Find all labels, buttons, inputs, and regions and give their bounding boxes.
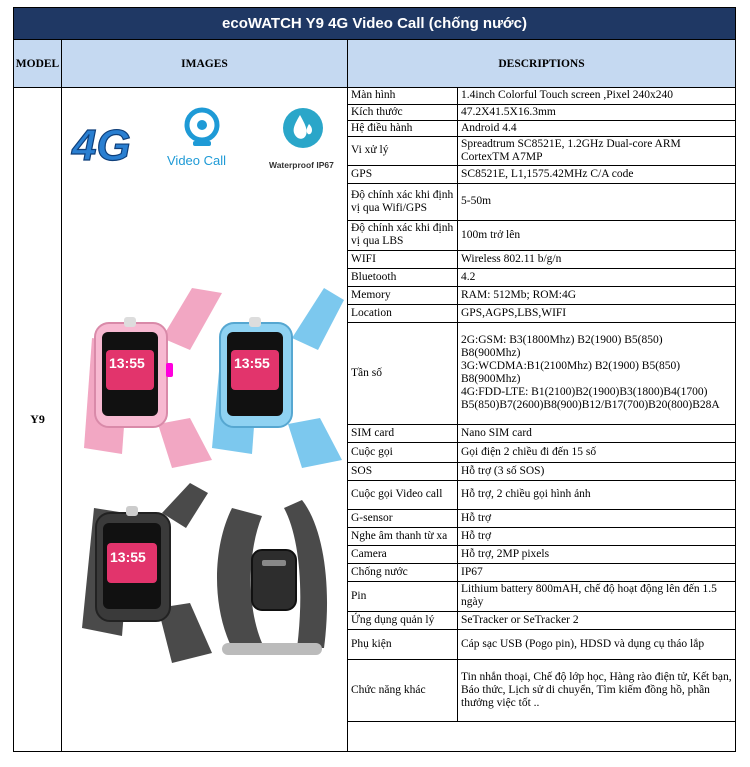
spec-row [348, 250, 735, 268]
spec-value: Nano SIM card [458, 424, 736, 442]
sheet-title: ecoWATCH Y9 4G Video Call (chống nước) [14, 8, 735, 40]
spec-row [348, 563, 735, 581]
spec-row [348, 527, 735, 545]
spec-label: GPS [348, 165, 458, 183]
spec-row [348, 104, 735, 120]
spec-label: Chống nước [348, 563, 458, 581]
spec-sheet [13, 7, 736, 752]
spec-value: SeTracker or SeTracker 2 [458, 611, 736, 629]
spec-value: Tin nhắn thoại, Chế độ lớp học, Hàng rào điện tử, Kết bạn, Báo thức, Lịch sử di chuyển, Tìm kiếm đồng hồ, phần thưởng việc tốt .. [458, 659, 736, 721]
blue-watch-time: 13:55 [234, 355, 270, 371]
spec-row [348, 286, 735, 304]
spec-label: WIFI [348, 250, 458, 268]
4g-badge-icon [71, 121, 131, 170]
spec-row [348, 322, 735, 424]
spec-label: Độ chính xác khi định vị qua LBS [348, 220, 458, 250]
spec-row [348, 136, 735, 165]
4g-badge-text: 4G [72, 121, 131, 170]
spec-label: Kích thước [348, 104, 458, 120]
spec-label: Pin [348, 581, 458, 611]
spec-row [348, 304, 735, 322]
spec-row [348, 629, 735, 659]
spec-row [348, 424, 735, 442]
spec-value: Lithium battery 800mAH, chế độ hoạt động lên đến 1.5 ngày [458, 581, 736, 611]
spec-row [348, 545, 735, 563]
spec-value: 4.2 [458, 268, 736, 286]
spec-value: 5-50m [458, 183, 736, 220]
spec-label: Chức năng khác [348, 659, 458, 721]
spec-row [348, 220, 735, 250]
pink-watch-image [84, 288, 222, 468]
spec-label: Cuộc gọi Video call [348, 480, 458, 509]
spec-row [348, 509, 735, 527]
header-images: IMAGES [62, 40, 348, 88]
spec-value: Wireless 802.11 b/g/n [458, 250, 736, 268]
spec-value: RAM: 512Mb; ROM:4G [458, 286, 736, 304]
spec-label: SOS [348, 462, 458, 480]
spec-table-body [348, 88, 735, 721]
spec-label: G-sensor [348, 509, 458, 527]
product-images [62, 88, 348, 751]
spec-label: Nghe âm thanh từ xa [348, 527, 458, 545]
spec-value: 1.4inch Colorful Touch screen ,Pixel 240x240 [458, 88, 736, 104]
gray-watch-back-image [217, 500, 327, 655]
spec-value: Hỗ trợ, 2 chiều gọi hình ảnh [458, 480, 736, 509]
spec-row [348, 183, 735, 220]
spec-label: Hệ điều hành [348, 120, 458, 136]
waterproof-icon [269, 108, 334, 170]
spec-label: SIM card [348, 424, 458, 442]
header-descriptions: DESCRIPTIONS [348, 40, 735, 88]
spec-table [348, 88, 735, 722]
spec-value: Android 4.4 [458, 120, 736, 136]
spec-row [348, 611, 735, 629]
model-cell: Y9 [14, 88, 62, 751]
spec-row [348, 480, 735, 509]
blue-watch-image [212, 288, 344, 468]
gray-watch-image [82, 483, 212, 663]
spec-value: Spreadtrum SC8521E, 1.2GHz Dual-core ARM CortexTM A7MP [458, 136, 736, 165]
spec-row [348, 165, 735, 183]
spec-label: Ứng dụng quản lý [348, 611, 458, 629]
spec-label: Độ chính xác khi định vị qua Wifi/GPS [348, 183, 458, 220]
spec-row [348, 120, 735, 136]
spec-value: GPS,AGPS,LBS,WIFI [458, 304, 736, 322]
spec-row [348, 442, 735, 462]
spec-value: Hỗ trợ, 2MP pixels [458, 545, 736, 563]
spec-label: Tần số [348, 322, 458, 424]
spec-value: Hỗ trợ (3 số SOS) [458, 462, 736, 480]
spec-label: Phụ kiện [348, 629, 458, 659]
spec-row [348, 88, 735, 104]
spec-label: Vi xử lý [348, 136, 458, 165]
spec-value: 2G:GSM: B3(1800Mhz) B2(1900) B5(850) B8(900Mhz) 3G:WCDMA:B1(2100Mhz) B2(1900) B5(850) B8(900Mhz) 4G:FDD-LTE: B1(2100)B2(1900)B3(1800)B4(1700) B5(850)B7(2600)B8(900)B12/B17(700)B20(800)B28A [458, 322, 736, 424]
spec-label: Memory [348, 286, 458, 304]
spec-label: Camera [348, 545, 458, 563]
spec-value: SC8521E, L1,1575.42MHz C/A code [458, 165, 736, 183]
spec-row [348, 581, 735, 611]
pink-watch-time: 13:55 [109, 355, 145, 371]
images-cell [62, 88, 348, 751]
spec-label: Bluetooth [348, 268, 458, 286]
video-call-text: Video Call [167, 153, 227, 168]
gray-watch-time: 13:55 [110, 549, 146, 565]
spec-row [348, 659, 735, 721]
spec-row [348, 268, 735, 286]
spec-row [348, 462, 735, 480]
spec-value: Cáp sạc USB (Pogo pin), HDSD và dụng cụ tháo lắp [458, 629, 736, 659]
spec-label: Cuộc gọi [348, 442, 458, 462]
spec-value: IP67 [458, 563, 736, 581]
spec-label: Màn hình [348, 88, 458, 104]
header-model: MODEL [14, 40, 62, 88]
spec-value: Hỗ trợ [458, 509, 736, 527]
video-call-icon [167, 110, 226, 168]
spec-value: Hỗ trợ [458, 527, 736, 545]
spec-value: 100m trở lên [458, 220, 736, 250]
spec-value: 47.2X41.5X16.3mm [458, 104, 736, 120]
waterproof-text: Waterproof IP67 [269, 160, 334, 170]
spec-label: Location [348, 304, 458, 322]
spec-value: Gọi điện 2 chiều đi đến 15 số [458, 442, 736, 462]
